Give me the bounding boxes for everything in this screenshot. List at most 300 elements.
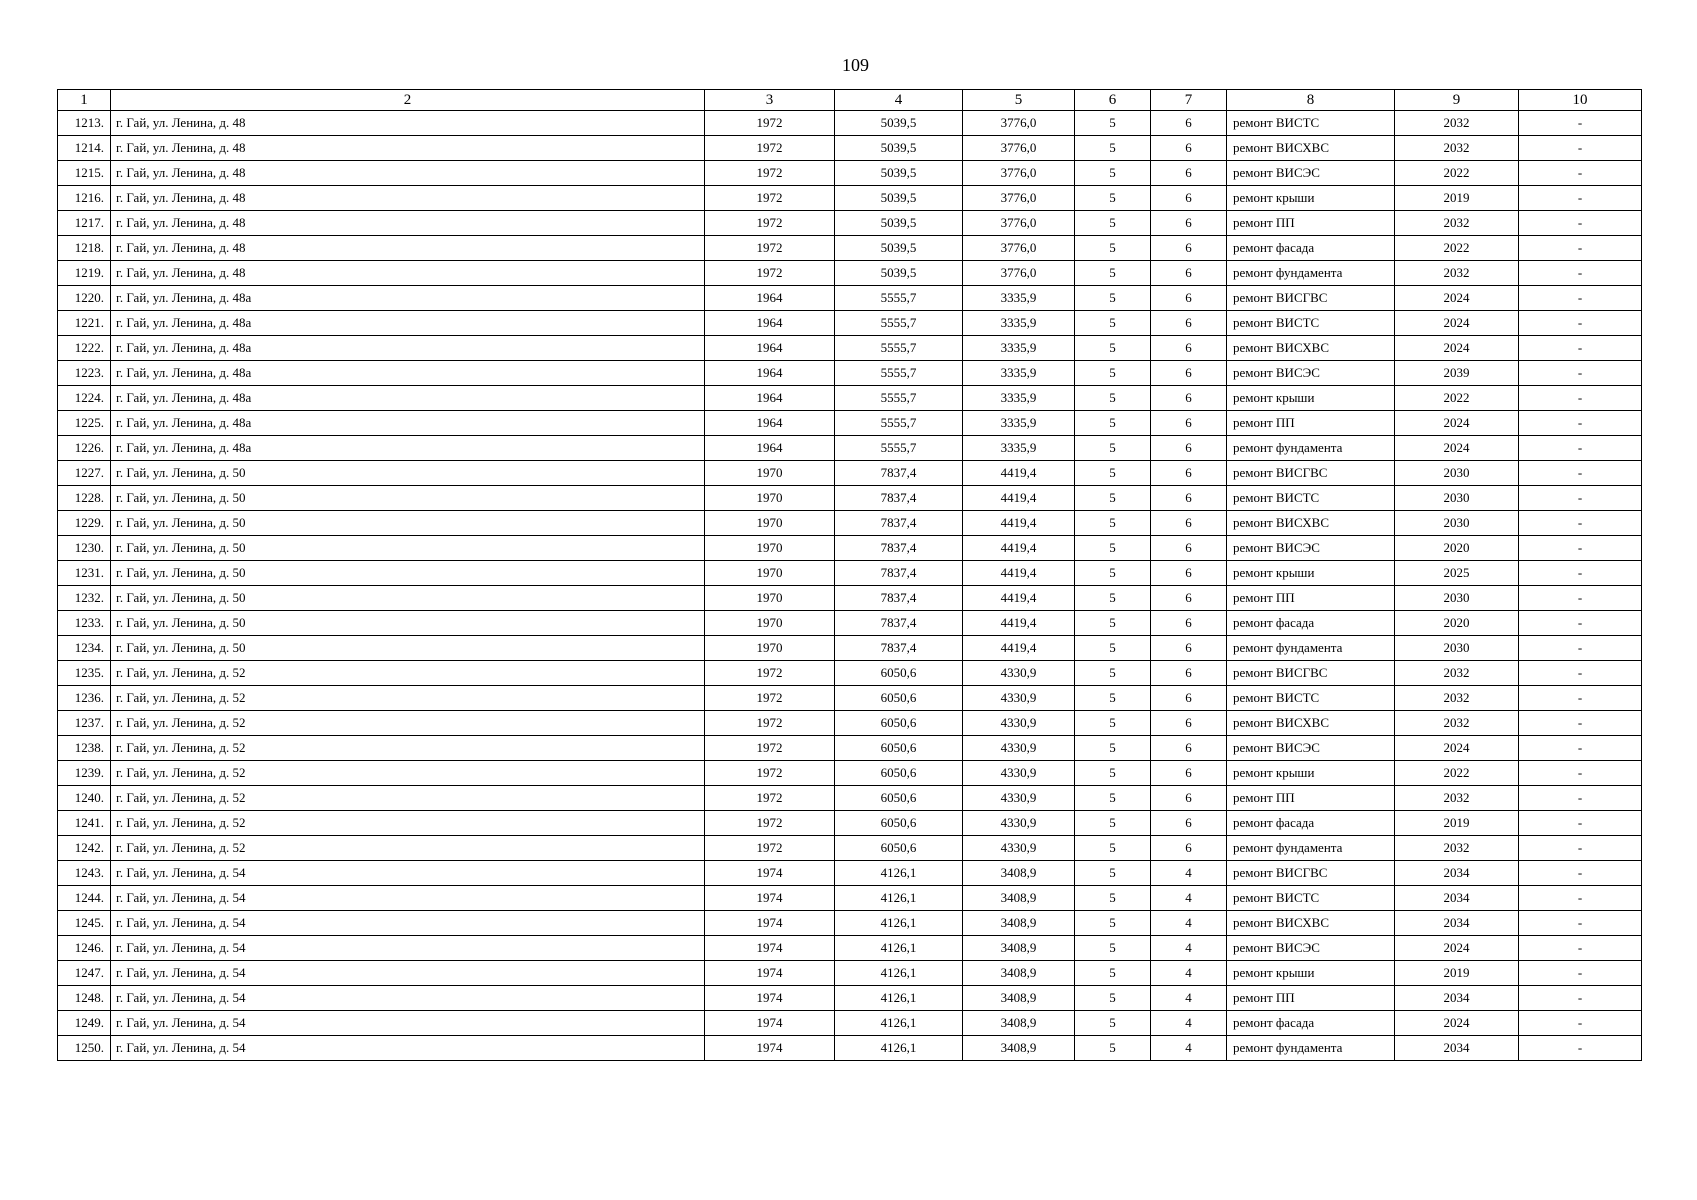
floors-cell: 5 xyxy=(1075,536,1151,561)
row-number-cell: 1226. xyxy=(58,436,111,461)
work-type-cell: ремонт ВИСЭС xyxy=(1227,536,1395,561)
work-type-cell: ремонт ВИСТС xyxy=(1227,111,1395,136)
year-cell: 1974 xyxy=(705,961,835,986)
total-area-cell: 5039,5 xyxy=(835,136,963,161)
year-cell: 1972 xyxy=(705,736,835,761)
year-cell: 1972 xyxy=(705,761,835,786)
address-cell: г. Гай, ул. Ленина, д. 50 xyxy=(111,536,705,561)
total-area-cell: 5555,7 xyxy=(835,336,963,361)
note-cell: - xyxy=(1519,411,1642,436)
total-area-cell: 7837,4 xyxy=(835,461,963,486)
total-area-cell: 5555,7 xyxy=(835,436,963,461)
note-cell: - xyxy=(1519,461,1642,486)
address-cell: г. Гай, ул. Ленина, д. 48а xyxy=(111,411,705,436)
row-number-cell: 1233. xyxy=(58,611,111,636)
address-cell: г. Гай, ул. Ленина, д. 48а xyxy=(111,361,705,386)
floors-cell: 5 xyxy=(1075,861,1151,886)
total-area-cell: 6050,6 xyxy=(835,811,963,836)
year-cell: 1974 xyxy=(705,986,835,1011)
address-cell: г. Гай, ул. Ленина, д. 52 xyxy=(111,811,705,836)
planned-year-cell: 2030 xyxy=(1395,636,1519,661)
table-row xyxy=(58,886,1642,911)
row-number-cell: 1241. xyxy=(58,811,111,836)
floors-cell: 5 xyxy=(1075,436,1151,461)
floors-cell: 5 xyxy=(1075,311,1151,336)
living-area-cell: 3408,9 xyxy=(963,961,1075,986)
total-area-cell: 5555,7 xyxy=(835,386,963,411)
floors-cell: 5 xyxy=(1075,161,1151,186)
living-area-cell: 4330,9 xyxy=(963,761,1075,786)
note-cell: - xyxy=(1519,1036,1642,1061)
address-cell: г. Гай, ул. Ленина, д. 48 xyxy=(111,261,705,286)
year-cell: 1972 xyxy=(705,236,835,261)
entrances-cell: 4 xyxy=(1151,986,1227,1011)
entrances-cell: 6 xyxy=(1151,236,1227,261)
entrances-cell: 6 xyxy=(1151,286,1227,311)
table-row xyxy=(58,386,1642,411)
planned-year-cell: 2024 xyxy=(1395,411,1519,436)
work-type-cell: ремонт ПП xyxy=(1227,986,1395,1011)
planned-year-cell: 2024 xyxy=(1395,286,1519,311)
work-type-cell: ремонт фундамента xyxy=(1227,261,1395,286)
year-cell: 1972 xyxy=(705,811,835,836)
work-type-cell: ремонт фасада xyxy=(1227,1011,1395,1036)
note-cell: - xyxy=(1519,136,1642,161)
total-area-cell: 5039,5 xyxy=(835,261,963,286)
note-cell: - xyxy=(1519,186,1642,211)
entrances-cell: 4 xyxy=(1151,861,1227,886)
row-number-cell: 1230. xyxy=(58,536,111,561)
total-area-cell: 5039,5 xyxy=(835,111,963,136)
entrances-cell: 4 xyxy=(1151,936,1227,961)
row-number-cell: 1228. xyxy=(58,486,111,511)
total-area-cell: 7837,4 xyxy=(835,486,963,511)
living-area-cell: 3335,9 xyxy=(963,311,1075,336)
total-area-cell: 4126,1 xyxy=(835,986,963,1011)
floors-cell: 5 xyxy=(1075,911,1151,936)
address-cell: г. Гай, ул. Ленина, д. 52 xyxy=(111,711,705,736)
entrances-cell: 6 xyxy=(1151,436,1227,461)
column-header: 4 xyxy=(835,90,963,111)
planned-year-cell: 2022 xyxy=(1395,236,1519,261)
row-number-cell: 1214. xyxy=(58,136,111,161)
work-type-cell: ремонт ВИСХВС xyxy=(1227,511,1395,536)
note-cell: - xyxy=(1519,986,1642,1011)
note-cell: - xyxy=(1519,886,1642,911)
note-cell: - xyxy=(1519,286,1642,311)
year-cell: 1972 xyxy=(705,186,835,211)
address-cell: г. Гай, ул. Ленина, д. 50 xyxy=(111,511,705,536)
total-area-cell: 6050,6 xyxy=(835,711,963,736)
total-area-cell: 7837,4 xyxy=(835,536,963,561)
planned-year-cell: 2024 xyxy=(1395,1011,1519,1036)
living-area-cell: 3408,9 xyxy=(963,1036,1075,1061)
address-cell: г. Гай, ул. Ленина, д. 52 xyxy=(111,661,705,686)
year-cell: 1970 xyxy=(705,636,835,661)
table-row xyxy=(58,686,1642,711)
work-type-cell: ремонт фасада xyxy=(1227,811,1395,836)
table-row xyxy=(58,586,1642,611)
total-area-cell: 4126,1 xyxy=(835,936,963,961)
row-number-cell: 1243. xyxy=(58,861,111,886)
table-row xyxy=(58,286,1642,311)
floors-cell: 5 xyxy=(1075,586,1151,611)
table-row xyxy=(58,561,1642,586)
year-cell: 1972 xyxy=(705,661,835,686)
living-area-cell: 4330,9 xyxy=(963,736,1075,761)
row-number-cell: 1213. xyxy=(58,111,111,136)
table-row xyxy=(58,1011,1642,1036)
floors-cell: 5 xyxy=(1075,1011,1151,1036)
entrances-cell: 6 xyxy=(1151,761,1227,786)
work-type-cell: ремонт ВИСГВС xyxy=(1227,286,1395,311)
entrances-cell: 6 xyxy=(1151,136,1227,161)
year-cell: 1972 xyxy=(705,161,835,186)
year-cell: 1964 xyxy=(705,436,835,461)
floors-cell: 5 xyxy=(1075,786,1151,811)
entrances-cell: 6 xyxy=(1151,836,1227,861)
total-area-cell: 7837,4 xyxy=(835,561,963,586)
living-area-cell: 4419,4 xyxy=(963,611,1075,636)
note-cell: - xyxy=(1519,161,1642,186)
address-cell: г. Гай, ул. Ленина, д. 50 xyxy=(111,461,705,486)
table-row xyxy=(58,511,1642,536)
row-number-cell: 1224. xyxy=(58,386,111,411)
row-number-cell: 1236. xyxy=(58,686,111,711)
entrances-cell: 4 xyxy=(1151,911,1227,936)
work-type-cell: ремонт ВИСЭС xyxy=(1227,161,1395,186)
total-area-cell: 4126,1 xyxy=(835,861,963,886)
year-cell: 1970 xyxy=(705,511,835,536)
row-number-cell: 1234. xyxy=(58,636,111,661)
address-cell: г. Гай, ул. Ленина, д. 54 xyxy=(111,936,705,961)
total-area-cell: 5039,5 xyxy=(835,161,963,186)
entrances-cell: 6 xyxy=(1151,186,1227,211)
year-cell: 1970 xyxy=(705,461,835,486)
address-cell: г. Гай, ул. Ленина, д. 52 xyxy=(111,686,705,711)
row-number-cell: 1227. xyxy=(58,461,111,486)
table-row xyxy=(58,186,1642,211)
entrances-cell: 6 xyxy=(1151,461,1227,486)
planned-year-cell: 2024 xyxy=(1395,311,1519,336)
note-cell: - xyxy=(1519,611,1642,636)
entrances-cell: 4 xyxy=(1151,886,1227,911)
planned-year-cell: 2034 xyxy=(1395,911,1519,936)
year-cell: 1964 xyxy=(705,361,835,386)
row-number-cell: 1217. xyxy=(58,211,111,236)
note-cell: - xyxy=(1519,961,1642,986)
note-cell: - xyxy=(1519,711,1642,736)
note-cell: - xyxy=(1519,336,1642,361)
row-number-cell: 1232. xyxy=(58,586,111,611)
table-row xyxy=(58,211,1642,236)
living-area-cell: 4330,9 xyxy=(963,686,1075,711)
address-cell: г. Гай, ул. Ленина, д. 48а xyxy=(111,386,705,411)
work-type-cell: ремонт ВИСТС xyxy=(1227,886,1395,911)
planned-year-cell: 2032 xyxy=(1395,211,1519,236)
work-type-cell: ремонт ВИСХВС xyxy=(1227,336,1395,361)
address-cell: г. Гай, ул. Ленина, д. 50 xyxy=(111,611,705,636)
entrances-cell: 6 xyxy=(1151,211,1227,236)
table-row xyxy=(58,486,1642,511)
total-area-cell: 4126,1 xyxy=(835,961,963,986)
table-row xyxy=(58,861,1642,886)
work-type-cell: ремонт крыши xyxy=(1227,561,1395,586)
living-area-cell: 3335,9 xyxy=(963,286,1075,311)
row-number-cell: 1244. xyxy=(58,886,111,911)
address-cell: г. Гай, ул. Ленина, д. 54 xyxy=(111,961,705,986)
work-type-cell: ремонт ПП xyxy=(1227,786,1395,811)
total-area-cell: 5039,5 xyxy=(835,211,963,236)
table-row xyxy=(58,436,1642,461)
planned-year-cell: 2022 xyxy=(1395,761,1519,786)
total-area-cell: 5555,7 xyxy=(835,361,963,386)
living-area-cell: 3776,0 xyxy=(963,236,1075,261)
floors-cell: 5 xyxy=(1075,961,1151,986)
floors-cell: 5 xyxy=(1075,186,1151,211)
living-area-cell: 3335,9 xyxy=(963,436,1075,461)
address-cell: г. Гай, ул. Ленина, д. 54 xyxy=(111,1036,705,1061)
work-type-cell: ремонт ВИСЭС xyxy=(1227,736,1395,761)
note-cell: - xyxy=(1519,1011,1642,1036)
note-cell: - xyxy=(1519,311,1642,336)
table-row xyxy=(58,936,1642,961)
floors-cell: 5 xyxy=(1075,561,1151,586)
row-number-cell: 1242. xyxy=(58,836,111,861)
address-cell: г. Гай, ул. Ленина, д. 50 xyxy=(111,636,705,661)
note-cell: - xyxy=(1519,111,1642,136)
total-area-cell: 6050,6 xyxy=(835,661,963,686)
entrances-cell: 6 xyxy=(1151,261,1227,286)
note-cell: - xyxy=(1519,211,1642,236)
column-header: 10 xyxy=(1519,90,1642,111)
address-cell: г. Гай, ул. Ленина, д. 48 xyxy=(111,236,705,261)
row-number-cell: 1250. xyxy=(58,1036,111,1061)
entrances-cell: 6 xyxy=(1151,486,1227,511)
address-cell: г. Гай, ул. Ленина, д. 48 xyxy=(111,111,705,136)
living-area-cell: 4419,4 xyxy=(963,511,1075,536)
living-area-cell: 4330,9 xyxy=(963,661,1075,686)
entrances-cell: 6 xyxy=(1151,661,1227,686)
row-number-cell: 1219. xyxy=(58,261,111,286)
page-number: 109 xyxy=(842,55,869,75)
living-area-cell: 3776,0 xyxy=(963,136,1075,161)
note-cell: - xyxy=(1519,536,1642,561)
floors-cell: 5 xyxy=(1075,761,1151,786)
floors-cell: 5 xyxy=(1075,211,1151,236)
year-cell: 1972 xyxy=(705,136,835,161)
address-cell: г. Гай, ул. Ленина, д. 52 xyxy=(111,736,705,761)
entrances-cell: 6 xyxy=(1151,361,1227,386)
living-area-cell: 3335,9 xyxy=(963,411,1075,436)
note-cell: - xyxy=(1519,786,1642,811)
total-area-cell: 5555,7 xyxy=(835,411,963,436)
year-cell: 1972 xyxy=(705,686,835,711)
table-row xyxy=(58,711,1642,736)
row-number-cell: 1231. xyxy=(58,561,111,586)
row-number-cell: 1248. xyxy=(58,986,111,1011)
entrances-cell: 6 xyxy=(1151,411,1227,436)
living-area-cell: 3335,9 xyxy=(963,386,1075,411)
floors-cell: 5 xyxy=(1075,711,1151,736)
floors-cell: 5 xyxy=(1075,136,1151,161)
floors-cell: 5 xyxy=(1075,511,1151,536)
address-cell: г. Гай, ул. Ленина, д. 52 xyxy=(111,786,705,811)
note-cell: - xyxy=(1519,586,1642,611)
table-row xyxy=(58,536,1642,561)
row-number-cell: 1221. xyxy=(58,311,111,336)
work-type-cell: ремонт ПП xyxy=(1227,211,1395,236)
planned-year-cell: 2019 xyxy=(1395,811,1519,836)
living-area-cell: 3408,9 xyxy=(963,986,1075,1011)
entrances-cell: 6 xyxy=(1151,536,1227,561)
address-cell: г. Гай, ул. Ленина, д. 48а xyxy=(111,436,705,461)
floors-cell: 5 xyxy=(1075,386,1151,411)
work-type-cell: ремонт ВИСЭС xyxy=(1227,936,1395,961)
entrances-cell: 6 xyxy=(1151,561,1227,586)
note-cell: - xyxy=(1519,436,1642,461)
total-area-cell: 5039,5 xyxy=(835,236,963,261)
work-type-cell: ремонт крыши xyxy=(1227,186,1395,211)
column-header: 3 xyxy=(705,90,835,111)
table-row xyxy=(58,236,1642,261)
floors-cell: 5 xyxy=(1075,411,1151,436)
year-cell: 1974 xyxy=(705,936,835,961)
year-cell: 1972 xyxy=(705,836,835,861)
planned-year-cell: 2034 xyxy=(1395,886,1519,911)
floors-cell: 5 xyxy=(1075,1036,1151,1061)
entrances-cell: 6 xyxy=(1151,611,1227,636)
year-cell: 1972 xyxy=(705,111,835,136)
table-row xyxy=(58,461,1642,486)
floors-cell: 5 xyxy=(1075,661,1151,686)
entrances-cell: 6 xyxy=(1151,111,1227,136)
table-row xyxy=(58,311,1642,336)
living-area-cell: 3408,9 xyxy=(963,1011,1075,1036)
table-row xyxy=(58,336,1642,361)
planned-year-cell: 2034 xyxy=(1395,986,1519,1011)
living-area-cell: 3776,0 xyxy=(963,211,1075,236)
column-header: 5 xyxy=(963,90,1075,111)
floors-cell: 5 xyxy=(1075,836,1151,861)
row-number-cell: 1240. xyxy=(58,786,111,811)
table-body xyxy=(58,111,1642,1061)
table-row xyxy=(58,986,1642,1011)
planned-year-cell: 2030 xyxy=(1395,586,1519,611)
column-header: 2 xyxy=(111,90,705,111)
table-row xyxy=(58,961,1642,986)
total-area-cell: 7837,4 xyxy=(835,636,963,661)
work-type-cell: ремонт фасада xyxy=(1227,611,1395,636)
row-number-cell: 1237. xyxy=(58,711,111,736)
work-type-cell: ремонт ВИСХВС xyxy=(1227,136,1395,161)
address-cell: г. Гай, ул. Ленина, д. 50 xyxy=(111,586,705,611)
floors-cell: 5 xyxy=(1075,886,1151,911)
table-row xyxy=(58,361,1642,386)
note-cell: - xyxy=(1519,261,1642,286)
total-area-cell: 6050,6 xyxy=(835,686,963,711)
year-cell: 1974 xyxy=(705,1011,835,1036)
address-cell: г. Гай, ул. Ленина, д. 48а xyxy=(111,336,705,361)
floors-cell: 5 xyxy=(1075,986,1151,1011)
year-cell: 1964 xyxy=(705,411,835,436)
living-area-cell: 4330,9 xyxy=(963,711,1075,736)
note-cell: - xyxy=(1519,636,1642,661)
note-cell: - xyxy=(1519,361,1642,386)
column-header: 9 xyxy=(1395,90,1519,111)
living-area-cell: 3408,9 xyxy=(963,886,1075,911)
work-type-cell: ремонт фундамента xyxy=(1227,836,1395,861)
row-number-cell: 1222. xyxy=(58,336,111,361)
planned-year-cell: 2034 xyxy=(1395,861,1519,886)
note-cell: - xyxy=(1519,486,1642,511)
address-cell: г. Гай, ул. Ленина, д. 48 xyxy=(111,211,705,236)
living-area-cell: 4419,4 xyxy=(963,486,1075,511)
year-cell: 1970 xyxy=(705,486,835,511)
total-area-cell: 5039,5 xyxy=(835,186,963,211)
entrances-cell: 6 xyxy=(1151,161,1227,186)
planned-year-cell: 2032 xyxy=(1395,111,1519,136)
planned-year-cell: 2024 xyxy=(1395,336,1519,361)
row-number-cell: 1247. xyxy=(58,961,111,986)
living-area-cell: 3776,0 xyxy=(963,186,1075,211)
row-number-cell: 1229. xyxy=(58,511,111,536)
total-area-cell: 7837,4 xyxy=(835,511,963,536)
total-area-cell: 7837,4 xyxy=(835,611,963,636)
floors-cell: 5 xyxy=(1075,461,1151,486)
floors-cell: 5 xyxy=(1075,336,1151,361)
entrances-cell: 6 xyxy=(1151,336,1227,361)
column-header: 7 xyxy=(1151,90,1227,111)
row-number-cell: 1215. xyxy=(58,161,111,186)
total-area-cell: 5555,7 xyxy=(835,311,963,336)
note-cell: - xyxy=(1519,836,1642,861)
total-area-cell: 4126,1 xyxy=(835,886,963,911)
year-cell: 1972 xyxy=(705,261,835,286)
table-row xyxy=(58,661,1642,686)
table-row xyxy=(58,811,1642,836)
work-type-cell: ремонт крыши xyxy=(1227,386,1395,411)
row-number-cell: 1218. xyxy=(58,236,111,261)
planned-year-cell: 2022 xyxy=(1395,386,1519,411)
living-area-cell: 4419,4 xyxy=(963,461,1075,486)
living-area-cell: 4419,4 xyxy=(963,636,1075,661)
entrances-cell: 4 xyxy=(1151,1011,1227,1036)
planned-year-cell: 2020 xyxy=(1395,611,1519,636)
planned-year-cell: 2032 xyxy=(1395,786,1519,811)
year-cell: 1974 xyxy=(705,911,835,936)
living-area-cell: 4419,4 xyxy=(963,536,1075,561)
work-type-cell: ремонт ВИСТС xyxy=(1227,486,1395,511)
living-area-cell: 3776,0 xyxy=(963,161,1075,186)
year-cell: 1970 xyxy=(705,536,835,561)
row-number-cell: 1220. xyxy=(58,286,111,311)
work-type-cell: ремонт ВИСГВС xyxy=(1227,861,1395,886)
year-cell: 1964 xyxy=(705,336,835,361)
table-row xyxy=(58,161,1642,186)
work-type-cell: ремонт ВИСТС xyxy=(1227,686,1395,711)
living-area-cell: 4419,4 xyxy=(963,561,1075,586)
entrances-cell: 6 xyxy=(1151,636,1227,661)
year-cell: 1964 xyxy=(705,286,835,311)
planned-year-cell: 2024 xyxy=(1395,736,1519,761)
work-type-cell: ремонт ВИСГВС xyxy=(1227,461,1395,486)
address-cell: г. Гай, ул. Ленина, д. 52 xyxy=(111,761,705,786)
floors-cell: 5 xyxy=(1075,286,1151,311)
address-cell: г. Гай, ул. Ленина, д. 48 xyxy=(111,186,705,211)
planned-year-cell: 2030 xyxy=(1395,461,1519,486)
planned-year-cell: 2034 xyxy=(1395,1036,1519,1061)
